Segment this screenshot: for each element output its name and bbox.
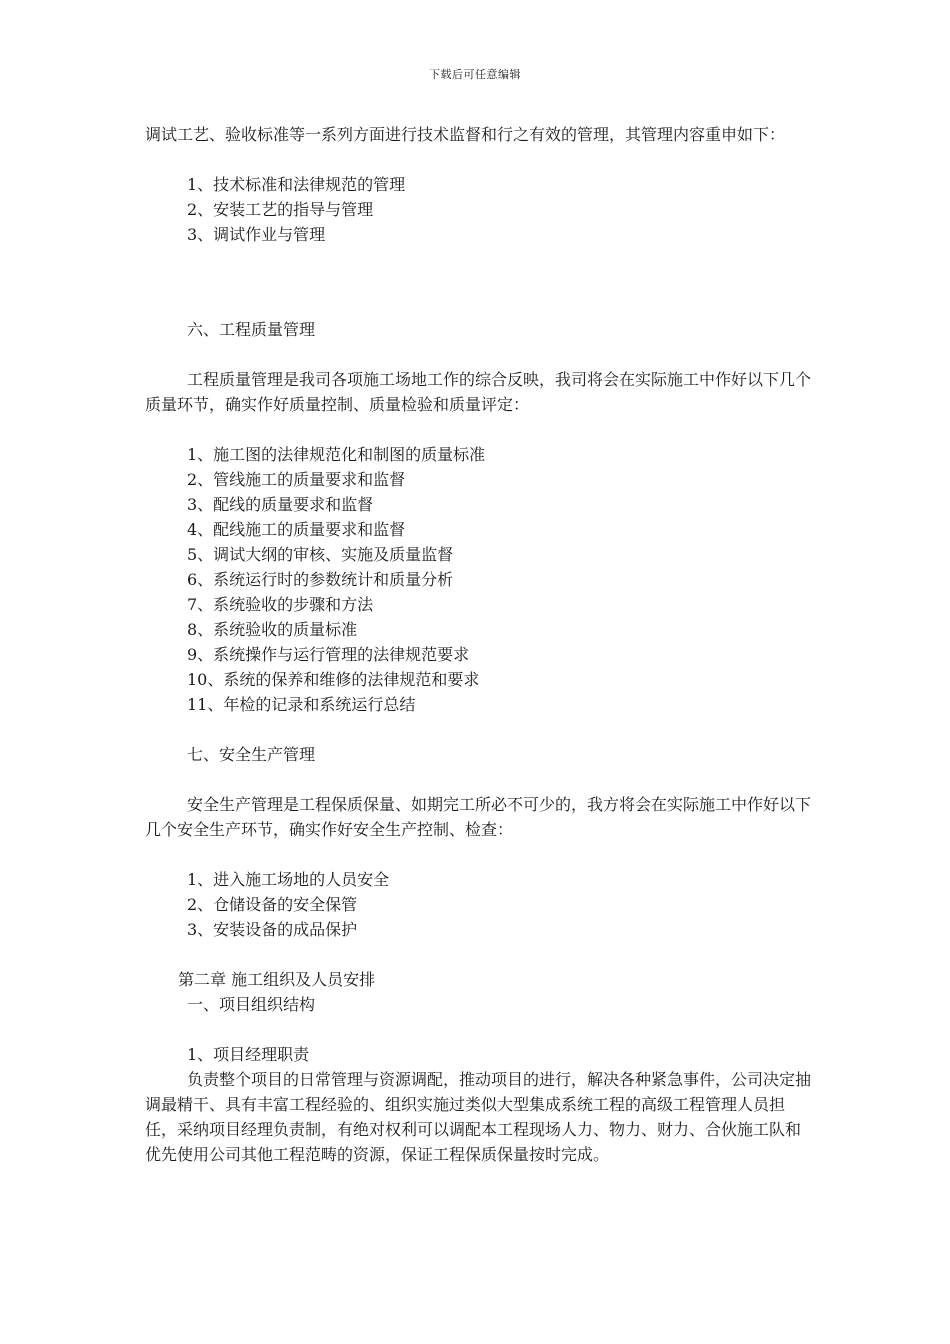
spacer	[145, 767, 813, 792]
paragraph-quality: 工程质量管理是我司各项施工场地工作的综合反映，我司将会在实际施工中作好以下几个质量环节，确实作好质量控制、质量检验和质量评定：	[145, 370, 812, 414]
list-item: 2、管线施工的质量要求和监督	[187, 470, 406, 489]
list-item: 8、系统验收的质量标准	[187, 620, 358, 639]
list-item: 1、进入施工场地的人员安全	[187, 870, 390, 889]
list-item: 5、调试大纲的审核、实施及质量监督	[187, 545, 454, 564]
list-item: 2、安装工艺的指导与管理	[187, 200, 374, 219]
section-heading-safety: 七、安全生产管理	[187, 745, 316, 764]
header-note: 下载后可任意编辑	[429, 68, 521, 81]
paragraph-intro: 调试工艺、验收标准等一系列方面进行技术监督和行之有效的管理，其管理内容重申如下：	[145, 125, 786, 144]
list-item: 3、安装设备的成品保护	[187, 920, 358, 939]
list-item: 1、技术标准和法律规范的管理	[187, 175, 406, 194]
chapter-heading: 第二章 施工组织及人员安排	[178, 970, 376, 989]
spacer	[145, 942, 813, 967]
spacer	[145, 147, 813, 172]
spacer	[145, 297, 813, 317]
list-item: 10、系统的保养和维修的法律规范和要求	[187, 670, 480, 689]
item-heading-pm: 1、项目经理职责	[187, 1045, 310, 1064]
spacer	[145, 1017, 813, 1042]
list-item: 2、仓储设备的安全保管	[187, 895, 358, 914]
spacer	[145, 717, 813, 742]
document-body	[145, 122, 813, 1167]
section-heading-quality: 六、工程质量管理	[187, 320, 316, 339]
list-item: 3、配线的质量要求和监督	[187, 495, 374, 514]
spacer	[145, 342, 813, 367]
list-item: 7、系统验收的步骤和方法	[187, 595, 374, 614]
spacer	[145, 842, 813, 867]
spacer	[145, 417, 813, 442]
paragraph-pm: 负责整个项目的日常管理与资源调配，推动项目的进行，解决各种紧急事件，公司决定抽调最精干、具有丰富工程经验的、组织实施过类似大型集成系统工程的高级工程管理人员担任，采纳项目经理负责制，有绝对权利可以调配本工程现场人力、物力、财力、合伙施工队和优先使用公司其他工程范畴的资源，保证工程保质保量按时完成。	[145, 1070, 812, 1164]
list-item: 1、施工图的法律规范化和制图的质量标准	[187, 445, 486, 464]
list-item: 6、系统运行时的参数统计和质量分析	[187, 570, 454, 589]
list-item: 4、配线施工的质量要求和监督	[187, 520, 406, 539]
list-item: 9、系统操作与运行管理的法律规范要求	[187, 645, 470, 664]
list-item: 3、调试作业与管理	[187, 225, 326, 244]
subsection-heading: 一、项目组织结构	[187, 995, 316, 1014]
paragraph-safety: 安全生产管理是工程保质保量、如期完工所必不可少的，我方将会在实际施工中作好以下几个安全生产环节，确实作好安全生产控制、检查：	[145, 795, 812, 839]
spacer	[145, 247, 813, 297]
list-item: 11、年检的记录和系统运行总结	[187, 695, 416, 714]
